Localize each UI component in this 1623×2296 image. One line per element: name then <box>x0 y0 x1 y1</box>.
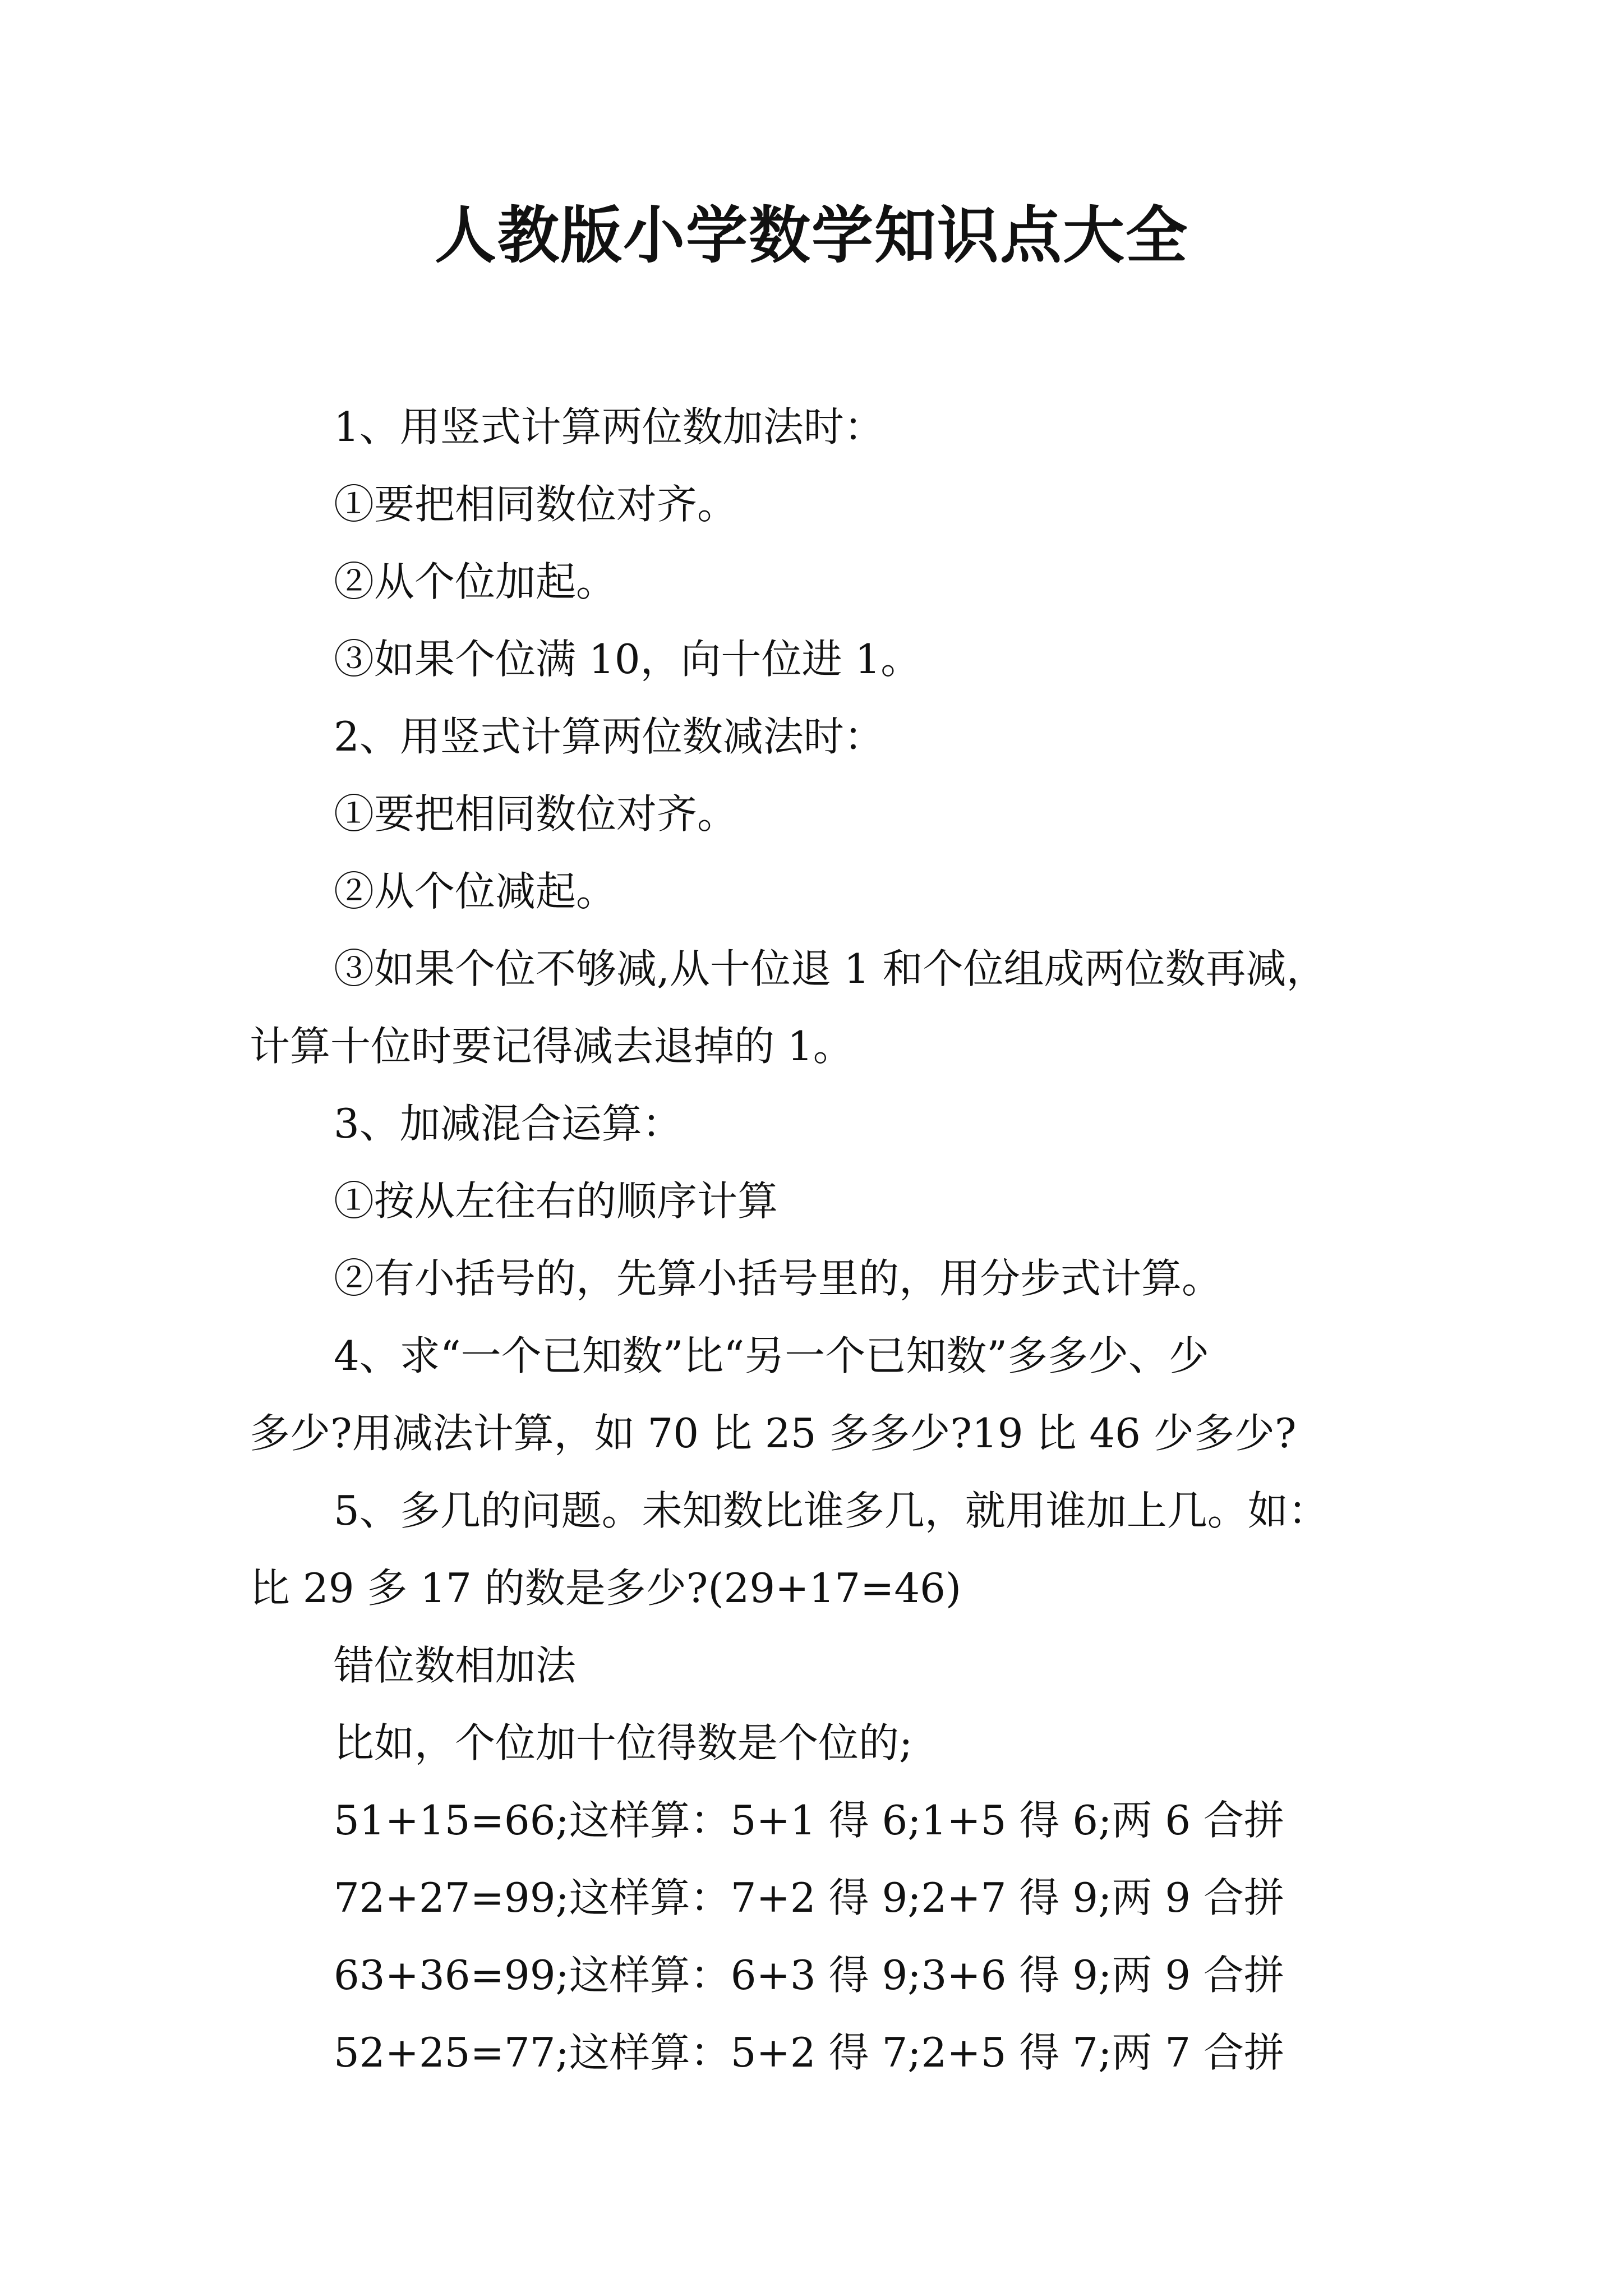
text-line: ③如果个位满 10，向十位进 1。 <box>334 636 921 683</box>
text-line: 比 29 多 17 的数是多少?(29+17=46) <box>250 1565 962 1612</box>
text-line: ③如果个位不够减,从十位退 1 和个位组成两位数再减， <box>334 945 1327 992</box>
text-line: 5、多几的问题。未知数比谁多几，就用谁加上几。如： <box>334 1487 1329 1534</box>
text-line: ②从个位减起。 <box>334 868 617 915</box>
text-line: 1、用竖式计算两位数加法时： <box>334 403 884 450</box>
text-line: 4、求“一个已知数”比“另一个已知数”多多少、少 <box>334 1332 1210 1379</box>
text-line: ②从个位加起。 <box>334 558 617 605</box>
text-line: ②有小括号的，先算小括号里的，用分步式计算。 <box>334 1255 1223 1302</box>
text-line: ①要把相同数位对齐。 <box>334 790 738 838</box>
text-line: 72+27=99;这样算：7+2 得 9;2+7 得 9;两 9 合拼 <box>334 1874 1284 1921</box>
text-line: 多少?用减法计算，如 70 比 25 多多少?19 比 46 少多少? <box>250 1410 1297 1457</box>
document-body <box>250 388 1427 2091</box>
text-line: 51+15=66;这样算：5+1 得 6;1+5 得 6;两 6 合拼 <box>334 1797 1284 1844</box>
text-line: 63+36=99;这样算：6+3 得 9;3+6 得 9;两 9 合拼 <box>334 1952 1284 1999</box>
text-line: 52+25=77;这样算：5+2 得 7;2+5 得 7;两 7 合拼 <box>334 2029 1284 2076</box>
text-line: 比如，个位加十位得数是个位的; <box>334 1719 913 1766</box>
text-line: ①按从左往右的顺序计算 <box>334 1177 778 1225</box>
text-line: ①要把相同数位对齐。 <box>334 481 738 528</box>
document-title: 人教版小学数学知识点大全 <box>435 199 1188 272</box>
text-line: 3、加减混合运算： <box>334 1100 683 1147</box>
text-line: 计算十位时要记得减去退掉的 1。 <box>250 1023 854 1070</box>
text-line: 2、用竖式计算两位数减法时： <box>334 713 884 760</box>
text-line: 错位数相加法 <box>334 1642 577 1689</box>
